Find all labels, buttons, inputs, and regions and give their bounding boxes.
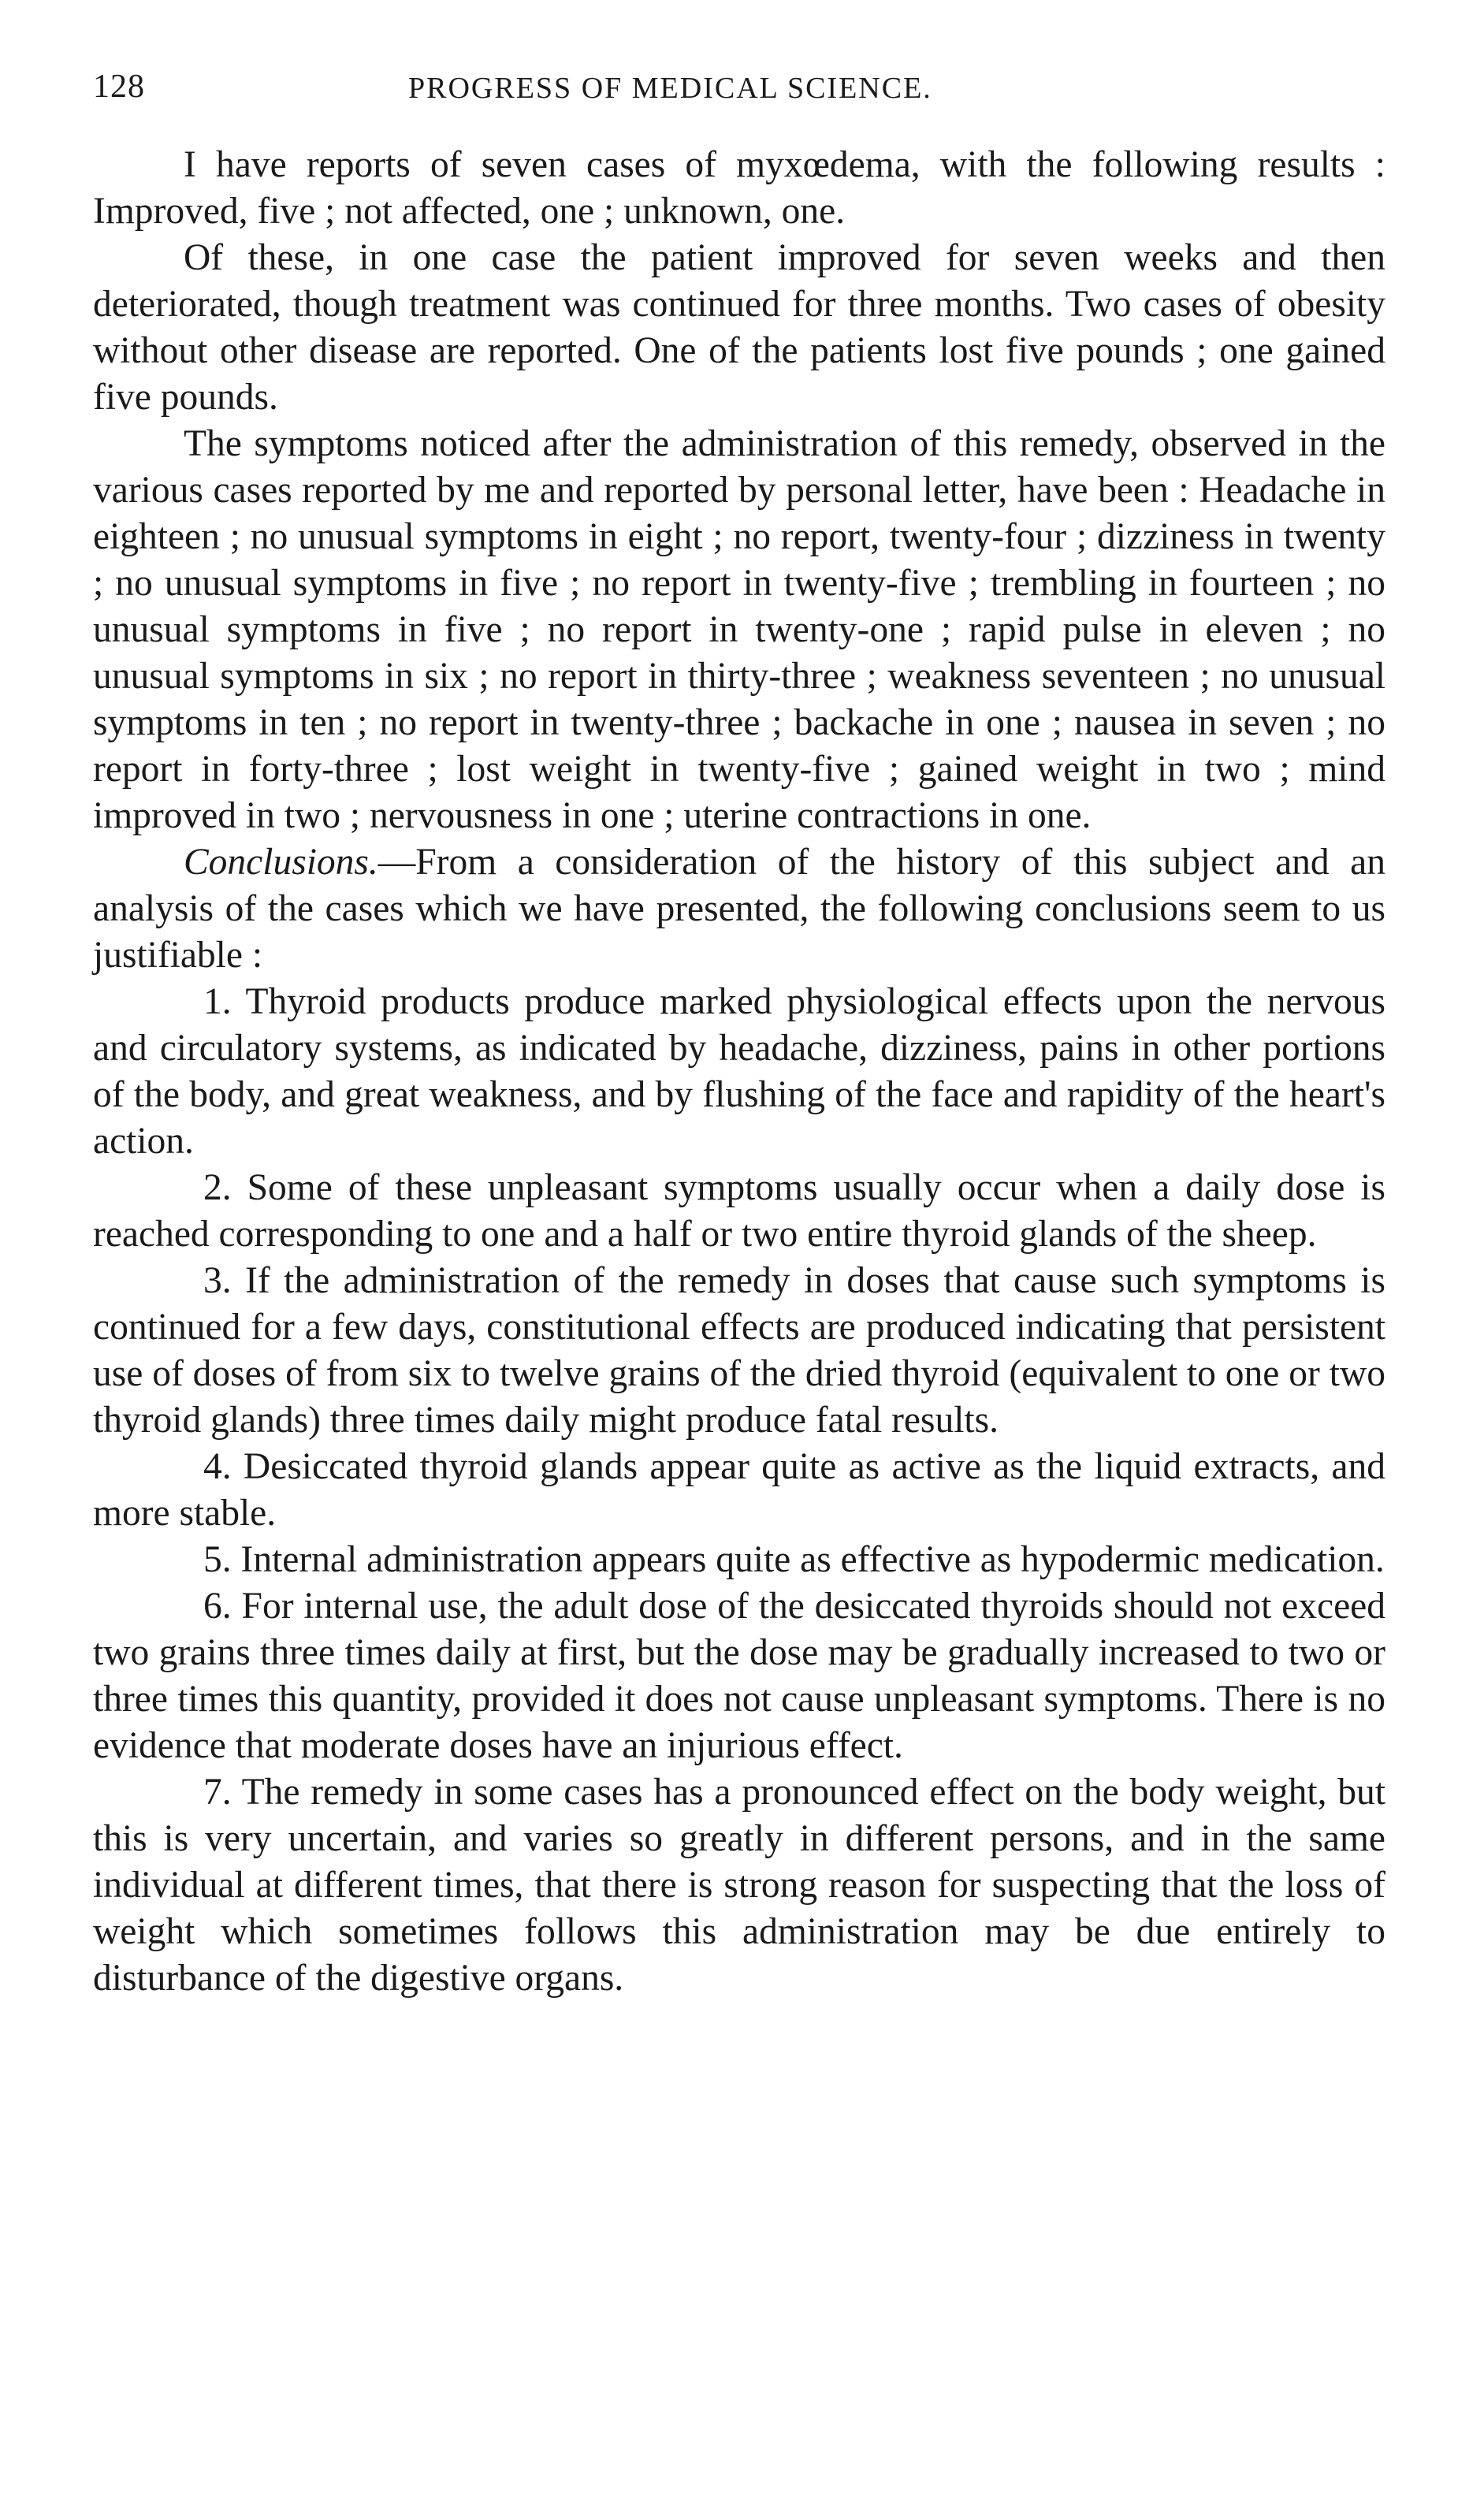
page-number: 128: [93, 69, 145, 105]
paragraph-symptoms: The symptoms noticed after the administration of this remedy, observed in the various cases reported by me and reported by personal letter, have been : Headache in eighteen ; no unusual symptoms in eight ; no report, twenty-four ; dizziness in twenty ; no unusual symptoms in five ; no report in twenty-five ; trembling in fourteen ; no unusual symptoms in five ; no report in twenty-one ; rapid pulse in eleven ; no unusual symptoms in six ; no report in thirty-three ; weakness seventeen ; no unusual symptoms in ten ; no report in twenty-three ; backache in one ; nausea in seven ; no report in forty-three ; lost weight in twenty-five ; gained weight in two ; mind improved in two ; nervousness in one ; uterine contractions in one.: [93, 423, 1385, 836]
conclusion-item-6: 6. For internal use, the adult dose of the desiccated thyroids should not exceed two grains three times daily at first, but the dose may be gradually increased to two or three times this quantity, provided it does not cause unpleasant symptoms. There is no evidence that moderate doses have an injurious effect.: [93, 1586, 1385, 1766]
conclusions-heading: Conclusions.: [184, 842, 378, 883]
conclusion-item-3: 3. If the administration of the remedy in doses that cause such symptoms is continued for a few days, constitutional effects are produced indicating that persistent use of doses of from six to twelve grains of the dried thyroid (equivalent to one or two thyroid glands) three times daily might produce fatal results.: [93, 1260, 1385, 1441]
conclusion-item-4: 4. Desiccated thyroid glands appear quite as active as the liquid extracts, and more stable.: [93, 1446, 1385, 1534]
conclusion-item-1: 1. Thyroid products produce marked physiological effects upon the nervous and circulatory systems, as indicated by headache, dizziness, pains in other portions of the body, and great weakness, and by flushing of the face and rapidity of the heart's action.: [93, 981, 1385, 1162]
conclusions-intro-text: —From a consideration of the history of this subject and an analysis of the cases which we have presented, the following conclusions seem to us justifiable :: [93, 842, 1385, 976]
paragraph-case-outcomes: Of these, in one case the patient improved for seven weeks and then deteriorated, though treatment was continued for three months. Two cases of obesity without other disease are reported. One of the patients lost five pounds ; one gained five pounds.: [93, 237, 1385, 418]
paragraph-myxoedema-results: I have reports of seven cases of myxœdema, with the following results : Improved, five ; not affected, one ; unknown, one.: [93, 144, 1385, 232]
running-title: PROGRESS OF MEDICAL SCIENCE.: [408, 72, 932, 105]
conclusion-item-5: 5. Internal administration appears quite as effective as hypodermic medication.: [203, 1539, 1385, 1580]
conclusion-item-7: 7. The remedy in some cases has a pronounced effect on the body weight, but this is very uncertain, and varies so greatly in different persons, and in the same individual at different times, that there is strong reason for suspecting that the loss of weight which sometimes follows this administration may be due entirely to disturbance of the digestive organs.: [93, 1772, 1385, 1999]
body-text: [93, 142, 1385, 2002]
running-head: [93, 68, 1385, 115]
paragraph-conclusions-intro: [93, 839, 1385, 979]
conclusion-item-2: 2. Some of these unpleasant symptoms usually occur when a daily dose is reached corresponding to one and a half or two entire thyroid glands of the sheep.: [93, 1167, 1385, 1255]
